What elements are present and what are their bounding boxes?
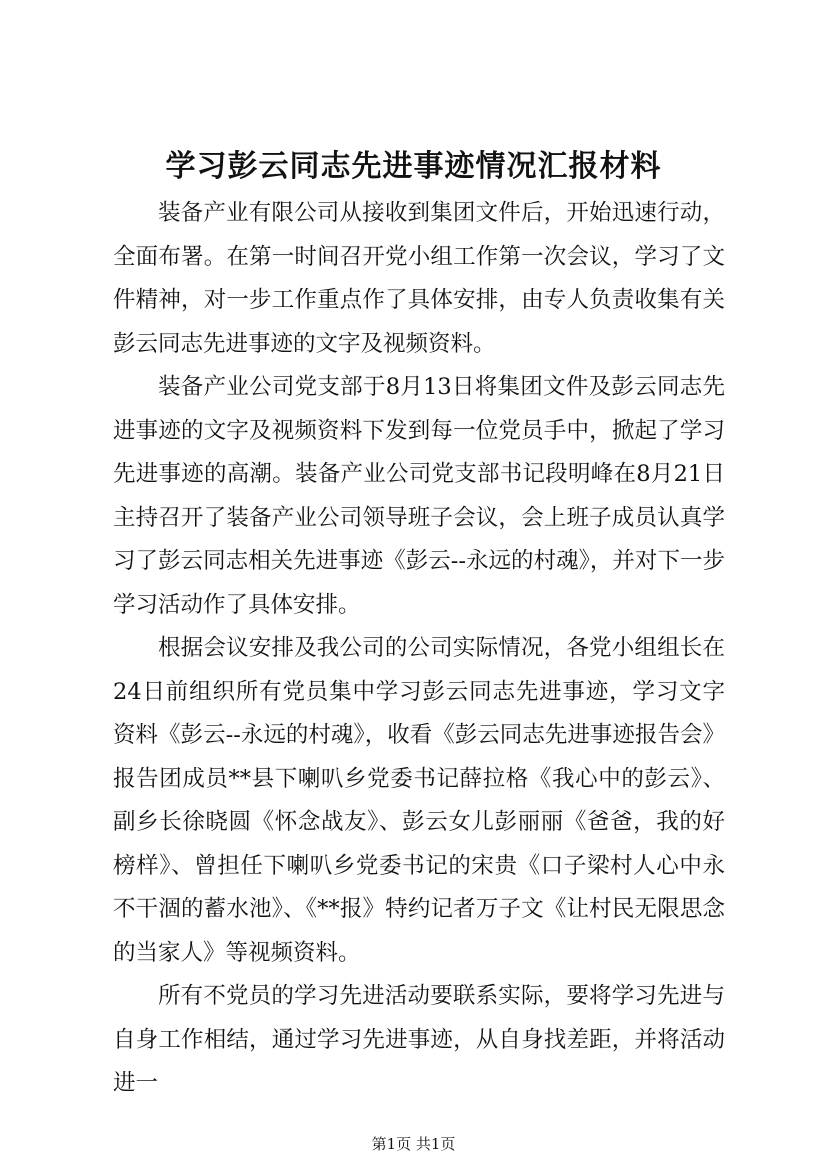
paragraph-3: 根据会议安排及我公司的公司实际情况，各党小组组长在24日前组织所有党员集中学习彭云同志先进事迹，学习文字资料《彭云--永远的村魂》，收看《彭云同志先进事迹报告会》报告团成员**县下喇叭乡党委书记薛拉格《我心中的彭云》、副乡长徐晓圆《怀念战友》、彭云女儿彭丽丽《爸爸，我的好榜样》、曾担任下喇叭乡党委书记的宋贵《口子梁村人心中永不干涸的蓄水池》、《**报》特约记者万子文《让村民无限思念的当家人》等视频资料。 xyxy=(113,635,725,966)
page-number-footer: 第1页 共1页 xyxy=(371,1135,456,1153)
document-body xyxy=(113,192,725,1106)
paragraph-2: 装备产业公司党支部于8月13日将集团文件及彭云同志先进事迹的文字及视频资料下发到每一位党员手中，掀起了学习先进事迹的高潮。装备产业公司党支部书记段明峰在8月21日主持召开了装备产业公司领导班子会议，会上班子成员认真学习了彭云同志相关先进事迹《彭云--永远的村魂》，并对下一步学习活动作了具体安排。 xyxy=(113,374,725,618)
paragraph-4: 所有不党员的学习先进活动要联系实际，要将学习先进与自身工作相结，通过学习先进事迹，从自身找差距，并将活动进一 xyxy=(113,983,725,1096)
paragraph-1: 装备产业有限公司从接收到集团文件后，开始迅速行动，全面布署。在第一时间召开党小组工作第一次会议，学习了文件精神，对一步工作重点作了具体安排，由专人负责收集有关彭云同志先进事迹的文字及视频资料。 xyxy=(113,200,725,357)
document-title: 学习彭云同志先进事迹情况汇报材料 xyxy=(165,149,662,184)
